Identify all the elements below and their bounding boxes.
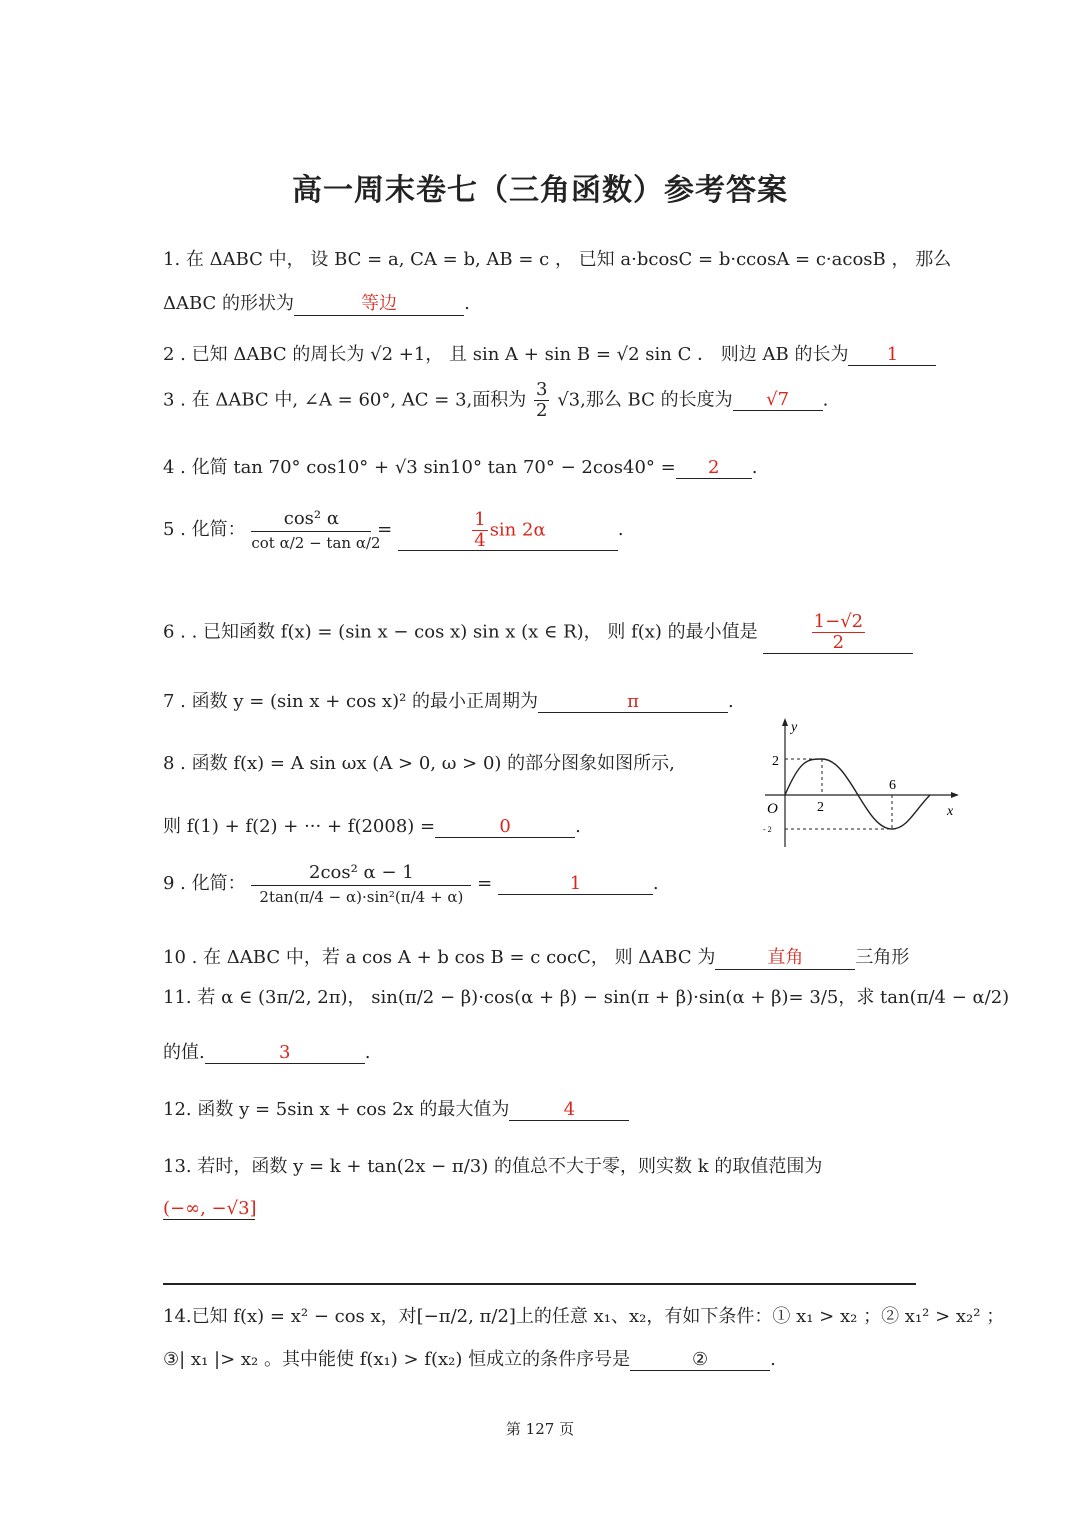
question-6 (163, 612, 913, 654)
question-1-line2 (163, 289, 470, 316)
x-label: x (947, 804, 954, 819)
q8-line2: 则 f(1) + f(2) + ··· + f(2008) = (163, 816, 436, 837)
q9-end: . (652, 873, 659, 894)
q11-answer[interactable]: 3 (205, 1042, 365, 1064)
q3-text2: √3,那么 BC 的长度为 (557, 389, 733, 411)
question-14 (163, 1302, 1004, 1328)
question-10 (163, 943, 909, 970)
q5-end: . (617, 519, 624, 540)
q5-answer[interactable] (398, 510, 618, 552)
q12-text: 12. 函数 y = 5sin x + cos 2x 的最大值为 (163, 1099, 510, 1120)
q14-end: . (770, 1349, 776, 1370)
q13-answer[interactable]: (−∞, −√3] (163, 1198, 257, 1219)
q9-num: 2cos² α − 1 (251, 862, 471, 886)
q5-eq: = (377, 519, 393, 540)
q14-line2: ③| x₁ |> x₂ 。其中能使 f(x₁) > f(x₂) 恒成立的条件序号是 (163, 1349, 631, 1370)
page-number: 第 127 页 (505, 1420, 575, 1438)
q3-num: 3 (536, 379, 548, 400)
q4-end: . (751, 457, 758, 478)
q1-answer[interactable]: 等边 (294, 289, 464, 316)
y-axis-arrow (782, 718, 788, 726)
question-11 (163, 983, 1009, 1009)
q9-den: 2tan(π/4 − α)·sin²(π/4 + α) (259, 888, 464, 906)
question-1 (163, 245, 951, 271)
q6-ans-num: 1−√2 (813, 611, 864, 632)
question-4 (163, 453, 757, 479)
q3-den: 2 (536, 399, 548, 421)
q8-answer[interactable]: 0 (435, 816, 575, 838)
q4-text: 4 . 化简 tan 70° cos10° + √3 sin10° tan 70° − 2cos40° = (163, 457, 676, 478)
q8-end: . (575, 816, 581, 837)
q7-answer[interactable]: π (538, 691, 728, 713)
q14-answer[interactable]: ② (630, 1349, 770, 1371)
q5-ans-tail: sin 2α (489, 519, 546, 540)
q3-answer[interactable]: √7 (733, 389, 823, 411)
q5-fraction (251, 508, 381, 552)
q5-den: cot α/2 − tan α/2 (251, 534, 381, 552)
q7-text: 7 . 函数 y = (sin x + cos x)² 的最小正周期为 (163, 691, 539, 712)
q11-text: 11. 若 α ∈ (3π/2, 2π)， sin(π/2 − β)·cos(α + β) − sin(π + β)·sin(α + β)= 3/5，求 tan(π/4 − α/2) (163, 987, 1010, 1008)
q10-text: 10 . 在 ΔABC 中，若 a cos A + b cos B = c cocC， 则 ΔABC 为 (163, 947, 716, 968)
q2-answer[interactable]: 1 (848, 344, 936, 366)
q12-answer[interactable]: 4 (509, 1099, 629, 1121)
question-13 (163, 1152, 822, 1178)
origin-label: O (767, 801, 778, 817)
q3-end: . (822, 389, 829, 411)
q11-end: . (364, 1042, 371, 1063)
question-7 (163, 687, 734, 713)
question-8 (163, 749, 675, 775)
q4-answer[interactable]: 2 (676, 457, 752, 479)
y-tick-neg2: - 2 (763, 825, 772, 834)
sine-graph (755, 715, 965, 855)
q10-answer[interactable]: 直角 (715, 943, 855, 970)
question-13-line2 (163, 1198, 255, 1220)
question-8-line2 (163, 812, 581, 838)
q9-label: 9 . 化简： (163, 873, 246, 894)
q3-text1: 3 . 在 ΔABC 中, ∠A = 60°, AC = 3,面积为 (163, 389, 527, 411)
q13-text: 13. 若时，函数 y = k + tan(2x − π/3) 的值总不大于零，则实数 k 的取值范围为 (163, 1156, 823, 1177)
q5-ans-num: 1 (474, 508, 486, 530)
q1-line2: ΔABC 的形状为 (163, 293, 295, 314)
y-label: y (791, 720, 798, 735)
q14-text: 14.已知 f(x) = x² − cos x，对[−π/2, π/2]上的任意 x₁、x₂，有如下条件：① x₁ > x₂ ；② x₁² > x₂² ； (163, 1306, 1005, 1327)
q9-answer[interactable]: 1 (498, 873, 653, 895)
q1-end: . (464, 293, 470, 314)
q6-text: 6 . . 已知函数 f(x) = (sin x − cos x) sin x (x ∈ R)， 则 f(x) 的最小值是 (163, 621, 758, 643)
q6-ans-den: 2 (832, 631, 845, 653)
question-5 (163, 508, 624, 552)
question-11-line2 (163, 1038, 370, 1064)
q11-line2: 的值. (163, 1042, 205, 1063)
question-3 (163, 380, 828, 421)
q9-fraction (251, 862, 471, 906)
q6-answer[interactable] (763, 612, 913, 654)
q1-text: 1. 在 ΔABC 中， 设 BC = a, CA = b, AB = c ， 已知 a·bcosC = b·ccosA = c·acosB ， 那么 (163, 249, 952, 270)
q8-text: 8 . 函数 f(x) = A sin ωx (A > 0, ω > 0) 的部分图象如图所示, (163, 753, 675, 774)
q9-eq: = (477, 873, 493, 894)
page-title: 高一周末卷七（三角函数）参考答案 (292, 173, 788, 208)
x-axis-arrow (951, 792, 959, 798)
q7-end: . (728, 691, 734, 712)
q3-fraction (534, 380, 549, 421)
q5-num: cos² α (251, 508, 371, 532)
sine-curve (785, 759, 930, 829)
y-tick-2: 2 (772, 754, 779, 769)
x-tick-6: 6 (889, 778, 896, 793)
q10-tail: 三角形 (855, 947, 910, 968)
q2-text: 2 . 已知 ΔABC 的周长为 √2 +1， 且 sin A + sin B = √2 sin C ． 则边 AB 的长为 (163, 344, 849, 365)
q5-label: 5 . 化简： (163, 519, 246, 540)
section-divider (163, 1283, 916, 1285)
question-2 (163, 340, 936, 366)
question-9 (163, 862, 659, 906)
question-12 (163, 1095, 629, 1121)
question-14-line2 (163, 1345, 776, 1371)
x-tick-2: 2 (817, 800, 824, 815)
q5-ans-den: 4 (474, 529, 486, 551)
